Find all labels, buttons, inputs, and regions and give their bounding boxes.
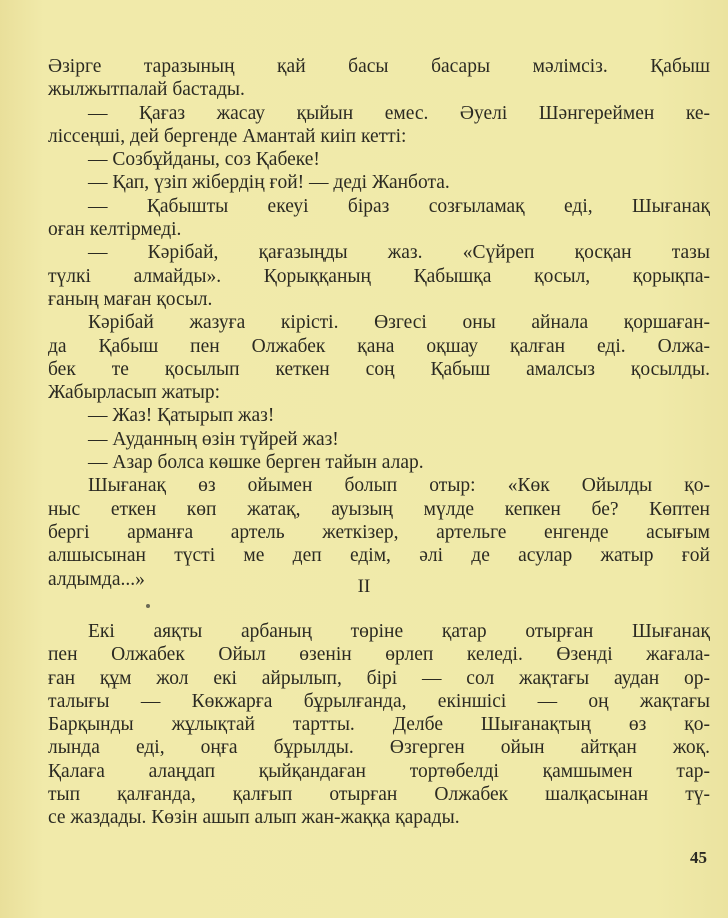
text-line: Шығанақ өз ойымен болып отыр: «Көк Ойылды қо- <box>88 475 710 497</box>
paragraph <box>48 241 710 311</box>
paragraph <box>48 55 710 102</box>
paragraph <box>48 620 710 830</box>
paragraph <box>48 102 710 149</box>
paragraph <box>48 311 710 404</box>
text-line: — Жаз! Қатырып жаз! <box>88 405 275 427</box>
text-line: Қалаға алаңдап қыйқандаған тортөбелді қамшымен тар- <box>48 760 710 782</box>
text-line: Кәрібай жазуға кірісті. Өзгесі оны айнала қоршаған- <box>88 312 710 334</box>
paragraph <box>48 404 710 427</box>
text-line: — Азар болса көшке берген тайын алар. <box>88 452 424 474</box>
text-line: да Қабыш пен Олжабек қана оқшау қалған еді. Олжа- <box>48 335 710 357</box>
text-line: Барқынды жұлықтай тартты. Делбе Шығанақтың өз қо- <box>48 714 710 736</box>
text-line: түлкі алмайды». Қорыққаның Қабышқа қосыл, қорықпа- <box>48 265 710 287</box>
text-line: жылжытпалай бастады. <box>48 79 245 101</box>
page-number: 45 <box>690 848 707 867</box>
text-line: оған келтірмеді. <box>48 219 182 241</box>
text-line: бергі арманға артель жеткізер, артельге енгенде асығым <box>48 521 710 543</box>
text-line: тып қалғанда, қалғып отырған Олжабек шалқасынан тү- <box>48 784 710 806</box>
text-line: — Созбұйданы, соз Қабеке! <box>88 149 320 171</box>
text-line: — Ауданның өзін түйрей жаз! <box>88 428 339 450</box>
text-line: Жабырласып жатыр: <box>48 382 221 404</box>
paragraph <box>48 171 710 194</box>
text-line: алдымда...» <box>48 568 145 590</box>
text-line: алшысынан түсті ме деп едім, әлі де асулар жатыр ғой <box>48 545 710 567</box>
text-line: — Қап, үзіп жібердің ғой! — деді Жанбота. <box>88 172 450 194</box>
text-line: бек те қосылып кеткен соң Қабыш амалсыз қосылды. <box>48 358 710 380</box>
text-line: ған құм жол екі айрылып, бірі — сол жақтағы аудан ор- <box>48 667 710 689</box>
text-line: пен Олжабек Ойыл өзенін өрлеп келеді. Өзенді жағала- <box>48 644 710 666</box>
text-line: талығы — Көкжарға бұрылғанда, екіншісі — оң жақтағы <box>48 690 710 712</box>
text-line: ныс еткен көп жатақ, ауызың мүлде кепкен бе? Көптен <box>48 498 710 520</box>
section-2-text <box>48 620 710 830</box>
paragraph <box>48 195 710 242</box>
paragraph <box>48 474 710 590</box>
text-line: — Қағаз жасау қыйын емес. Әуелі Шәнгереймен ке- <box>88 102 710 124</box>
paragraph <box>48 428 710 451</box>
section-1-text <box>48 55 710 591</box>
text-line: лында еді, оңға бұрылды. Өзгерген ойын айтқан жоқ. <box>48 737 710 759</box>
text-line: Екі аяқты арбаның төріне қатар отырған Шығанақ <box>88 621 710 642</box>
paragraph <box>48 148 710 171</box>
text-line: ліссеңші, дей бергенде Амантай киіп кетті: <box>48 125 407 147</box>
text-line: — Кәрібай, қағазыңды жаз. «Сүйреп қосқан тазы <box>88 242 710 264</box>
text-line: ғаның маған қосыл. <box>48 288 213 310</box>
text-line: се жаздады. Көзін ашып алып жан-жаққа қарады. <box>48 807 460 829</box>
text-line: — Қабышты екеуі біраз созғыламақ еді, Шығанақ <box>88 195 710 217</box>
print-speck <box>146 604 150 608</box>
paragraph <box>48 451 710 474</box>
section-heading: II <box>357 576 371 597</box>
text-line: Әзірге таразының қай басы басары мәлімсіз. Қабыш <box>48 56 710 77</box>
